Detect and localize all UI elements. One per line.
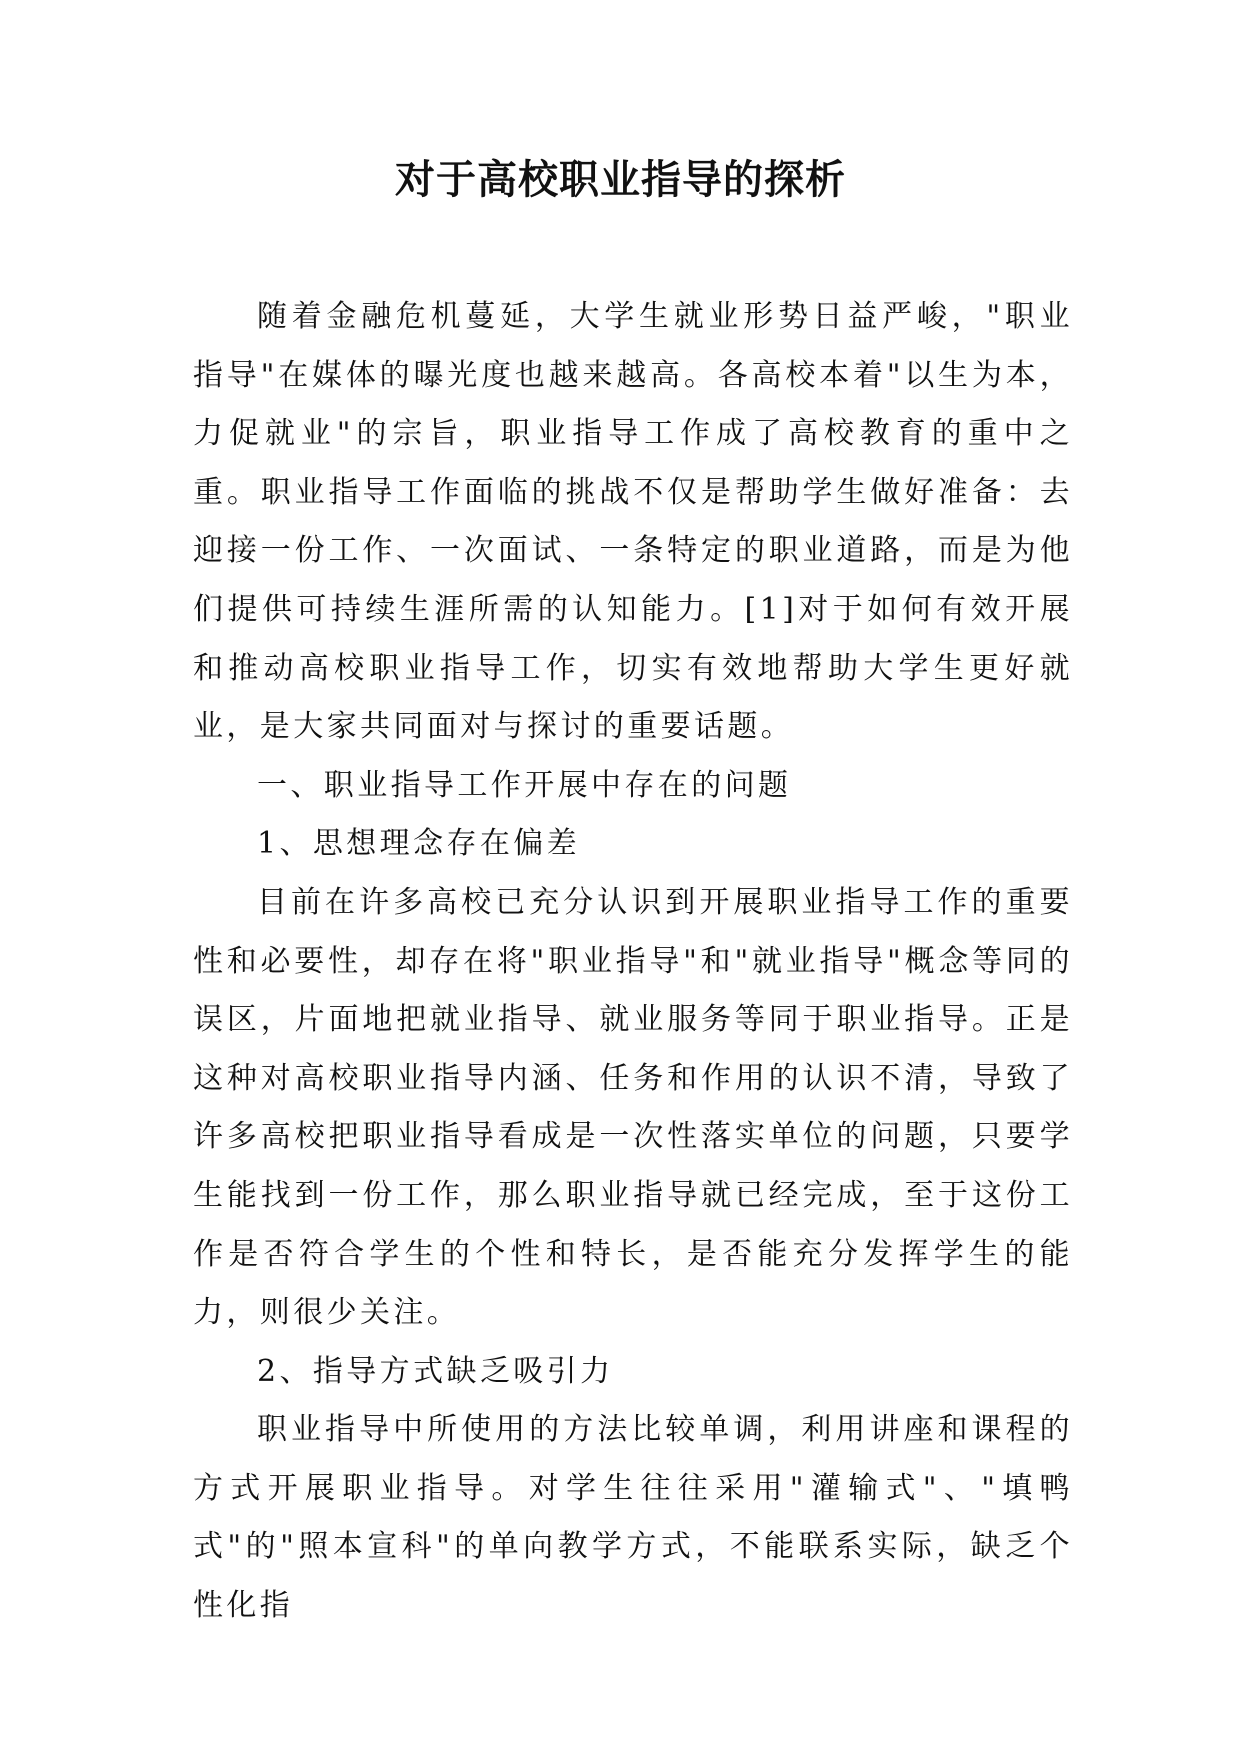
- subheading-2: 2、指导方式缺乏吸引力: [257, 1353, 614, 1389]
- section-heading-1: 一、职业指导工作开展中存在的问题: [257, 767, 792, 803]
- paragraph-intro: 随着金融危机蔓延，大学生就业形势日益严峻，"职业指导"在媒体的曝光度也越来越高。各高校本着"以生为本，力促就业"的宗旨，职业指导工作成了高校教育的重中之重。职业指导工作面临的挑战不仅是帮助学生做好准备：去迎接一份工作、一次面试、一条特定的职业道路，而是为他们提供可持续生涯所需的认知能力。[1]对于如何有效开展和推动高校职业指导工作，切实有效地帮助大学生更好就业，是大家共同面对与探讨的重要话题。: [193, 299, 1073, 745]
- document-body: [193, 288, 1073, 1636]
- paragraph-2: 职业指导中所使用的方法比较单调，利用讲座和课程的方式开展职业指导。对学生往往采用"灌输式"、"填鸭式"的"照本宣科"的单向教学方式，不能联系实际，缺乏个性化指: [193, 1412, 1073, 1624]
- subheading-1: 1、思想理念存在偏差: [257, 826, 581, 862]
- document-title: 对于高校职业指导的探析: [395, 157, 846, 203]
- paragraph-1: 目前在许多高校已充分认识到开展职业指导工作的重要性和必要性，却存在将"职业指导"和"就业指导"概念等同的误区，片面地把就业指导、就业服务等同于职业指导。正是这种对高校职业指导内涵、任务和作用的认识不清，导致了许多高校把职业指导看成是一次性落实单位的问题，只要学生能找到一份工作，那么职业指导就已经完成，至于这份工作是否符合学生的个性和特长，是否能充分发挥学生的能力，则很少关注。: [193, 884, 1073, 1331]
